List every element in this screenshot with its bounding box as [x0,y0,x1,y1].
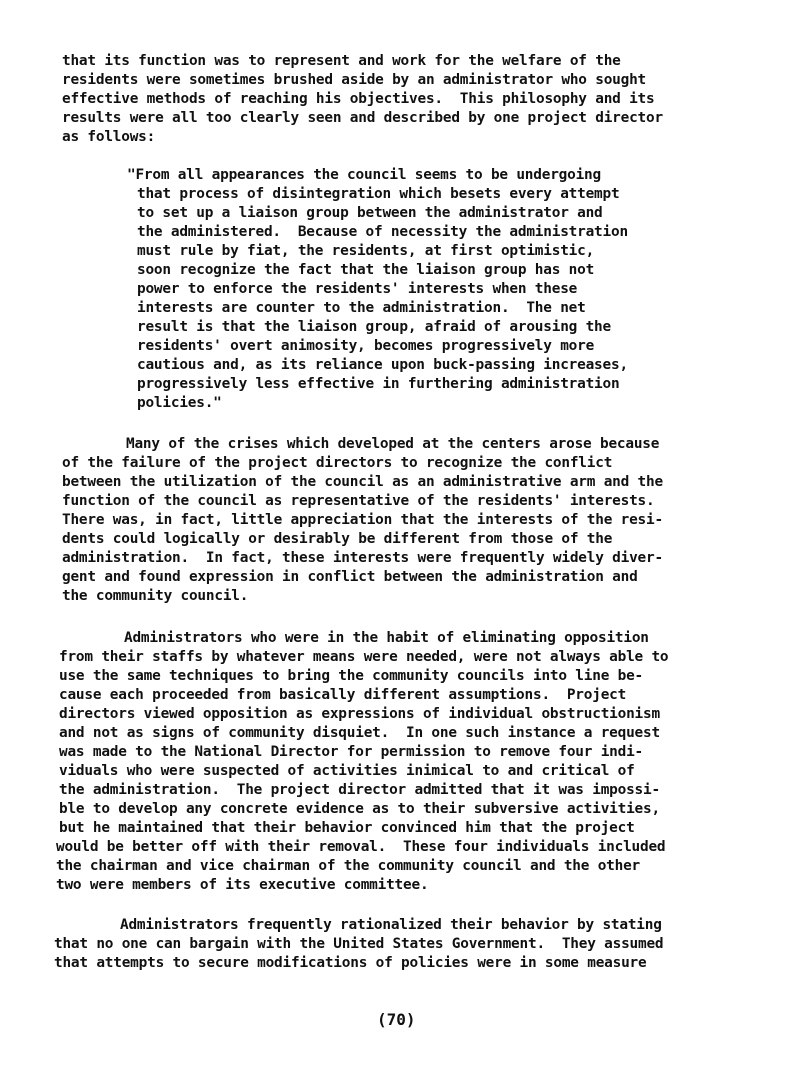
quote-line: must rule by fiat, the residents, at first optimistic, [137,243,595,259]
body-line: between the utilization of the council as an administrative arm and the [62,474,663,490]
body-line: that its function was to represent and work for the welfare of the [62,53,621,69]
quote-line: progressively less effective in furthering administration [137,376,620,392]
body-line: directors viewed opposition as expressions of individual obstructionism [59,706,660,722]
body-line: Many of the crises which developed at the centers arose because [126,436,660,452]
quote-line: that process of disintegration which besets every attempt [137,186,620,202]
body-line: that attempts to secure modifications of policies were in some measure [54,955,647,971]
body-line: the community council. [62,588,249,604]
body-line: dents could logically or desirably be different from those of the [62,531,613,547]
body-line: the administration. The project director admitted that it was impossi- [59,782,660,798]
body-line: There was, in fact, little appreciation that the interests of the resi- [62,512,663,528]
body-line: as follows: [62,129,156,145]
quote-line: cautious and, as its reliance upon buck-passing increases, [137,357,628,373]
body-line: the chairman and vice chairman of the community council and the other [56,858,641,874]
body-line: use the same techniques to bring the community councils into line be- [59,668,644,684]
quote-line: result is that the liaison group, afraid of arousing the [137,319,611,335]
body-line: but he maintained that their behavior convinced him that the project [59,820,635,836]
quote-line: soon recognize the fact that the liaison group has not [137,262,595,278]
body-line: that no one can bargain with the United States Government. They assumed [54,936,664,952]
body-line: Administrators who were in the habit of eliminating opposition [124,630,649,646]
body-line: residents were sometimes brushed aside by an administrator who sought [62,72,647,88]
body-line: administration. In fact, these interests were frequently widely diver- [62,550,663,566]
page-number: (70) [377,1010,416,1029]
body-line: viduals who were suspected of activities inimical to and critical of [59,763,635,779]
quote-line: to set up a liaison group between the administrator and [137,205,603,221]
body-line: Administrators frequently rationalized their behavior by stating [120,917,662,933]
body-line: results were all too clearly seen and described by one project director [62,110,663,126]
quote-line: "From all appearances the council seems to be undergoing [127,167,601,183]
quote-line: power to enforce the residents' interests when these [137,281,578,297]
body-line: of the failure of the project directors to recognize the conflict [62,455,613,471]
quote-line: the administered. Because of necessity the administration [137,224,628,240]
body-line: and not as signs of community disquiet. In one such instance a request [59,725,660,741]
body-line: effective methods of reaching his objectives. This philosophy and its [62,91,655,107]
body-line: gent and found expression in conflict between the administration and [62,569,638,585]
body-line: ble to develop any concrete evidence as to their subversive activities, [59,801,660,817]
body-line: two were members of its executive committee. [56,877,429,893]
body-line: function of the council as representative of the residents' interests. [62,493,655,509]
quote-line: interests are counter to the administration. The net [137,300,586,316]
body-line: from their staffs by whatever means were needed, were not always able to [59,649,669,665]
body-line: was made to the National Director for permission to remove four indi- [59,744,644,760]
body-line: cause each proceeded from basically different assumptions. Project [59,687,627,703]
quote-line: residents' overt animosity, becomes progressively more [137,338,595,354]
body-line: would be better off with their removal. These four individuals included [56,839,666,855]
quote-line: policies." [137,395,222,411]
